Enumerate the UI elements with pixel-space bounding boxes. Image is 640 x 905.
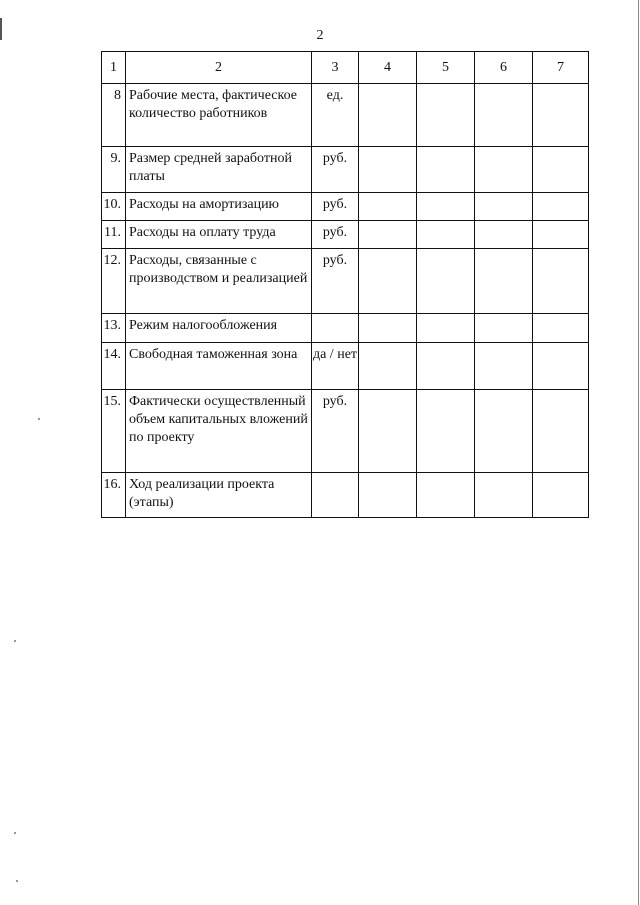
indicator-name: Фактически осуществленный объем капитальных вложений по проекту [126,390,312,473]
indicator-name: Рабочие места, фактическое количество работников [126,84,312,147]
table-row [102,343,589,390]
unit-cell: руб. [312,193,359,221]
table-header-row [102,52,589,84]
value-cell [475,193,533,221]
value-cell [475,390,533,473]
header-cell: 3 [312,52,359,84]
indicator-name: Режим налогообложения [126,314,312,343]
header-cell: 2 [126,52,312,84]
row-number: 11. [102,221,126,249]
table-row [102,390,589,473]
scan-speck [14,832,16,834]
header-cell: 5 [417,52,475,84]
row-number: 10. [102,193,126,221]
indicator-name: Расходы на оплату труда [126,221,312,249]
value-cell [533,390,589,473]
unit-cell [312,314,359,343]
unit-cell: руб. [312,147,359,193]
value-cell [475,314,533,343]
value-cell [475,147,533,193]
table-row [102,193,589,221]
unit-cell: руб. [312,221,359,249]
indicator-name: Расходы на амортизацию [126,193,312,221]
row-number: 14. [102,343,126,390]
value-cell [359,147,417,193]
value-cell [533,249,589,314]
value-cell [417,147,475,193]
value-cell [475,84,533,147]
value-cell [475,249,533,314]
unit-cell: ед. [312,84,359,147]
indicator-name: Ход реализации проекта (этапы) [126,473,312,518]
value-cell [417,84,475,147]
value-cell [533,314,589,343]
unit-cell [312,473,359,518]
value-cell [359,473,417,518]
table-row [102,314,589,343]
value-cell [533,84,589,147]
row-number: 12. [102,249,126,314]
value-cell [417,221,475,249]
header-cell: 1 [102,52,126,84]
row-number: 8 [102,84,126,147]
table-row [102,147,589,193]
value-cell [359,249,417,314]
row-number: 13. [102,314,126,343]
value-cell [417,390,475,473]
table-row [102,473,589,518]
value-cell [359,193,417,221]
scan-speck [14,640,16,642]
value-cell [417,343,475,390]
header-cell: 4 [359,52,417,84]
indicators-table [101,51,589,518]
unit-cell: да / нет [312,343,359,390]
scan-speck [16,880,18,882]
value-cell [475,221,533,249]
header-cell: 7 [533,52,589,84]
unit-cell: руб. [312,249,359,314]
indicator-name: Свободная таможенная зона [126,343,312,390]
table-row [102,221,589,249]
table-row [102,249,589,314]
value-cell [359,314,417,343]
value-cell [533,221,589,249]
value-cell [417,193,475,221]
value-cell [417,473,475,518]
value-cell [533,343,589,390]
value-cell [359,390,417,473]
row-number: 15. [102,390,126,473]
unit-cell: руб. [312,390,359,473]
value-cell [417,249,475,314]
value-cell [359,84,417,147]
scan-edge-line [638,0,639,905]
header-cell: 6 [475,52,533,84]
page-number: 2 [316,28,324,43]
value-cell [417,314,475,343]
value-cell [359,221,417,249]
value-cell [359,343,417,390]
indicator-name: Размер средней заработной платы [126,147,312,193]
scan-speck [38,418,40,420]
table-row [102,84,589,147]
value-cell [533,147,589,193]
value-cell [475,473,533,518]
value-cell [533,473,589,518]
value-cell [533,193,589,221]
row-number: 9. [102,147,126,193]
value-cell [475,343,533,390]
indicator-name: Расходы, связанные с производством и реализацией [126,249,312,314]
row-number: 16. [102,473,126,518]
